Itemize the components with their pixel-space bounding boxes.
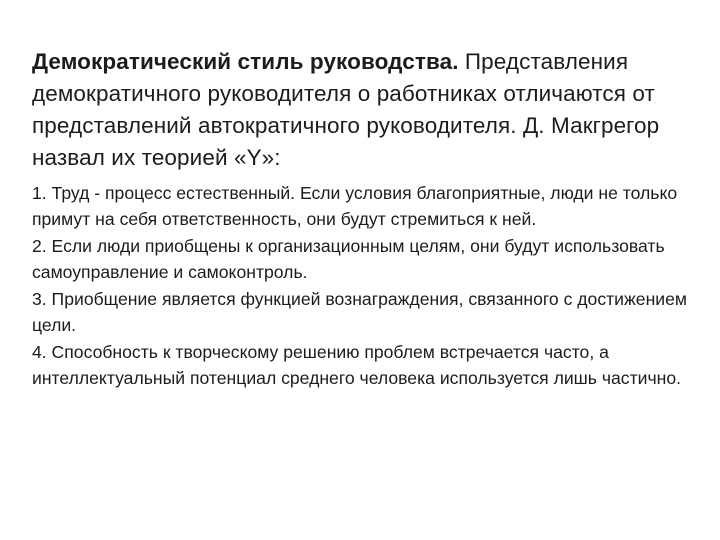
list-item: 4. Способность к творческому решению проблем встречается часто, а интеллектуальный потенциал среднего человека используется лишь частично. — [32, 342, 682, 388]
list-item: 2. Если люди приобщены к организационным целям, они будут использовать самоуправление и самоконтроль. — [32, 236, 665, 282]
intro-lead: Демократический стиль руководства. — [32, 49, 459, 74]
list-item: 1. Труд - процесс естественный. Если условия благоприятные, люди не только примут на себя ответственность, они будут стремиться к ней. — [32, 183, 678, 229]
theory-y-list — [32, 180, 692, 391]
intro-text: Представления демократичного руководителя о работниках отличаются от представлений автократичного руководителя. Д. Макгрегор назвал их теорией «Y»: — [32, 49, 660, 170]
slide-content — [32, 46, 692, 392]
list-item: 3. Приобщение является функцией вознаграждения, связанного с достижением цели. — [32, 289, 687, 335]
intro-paragraph — [32, 46, 692, 174]
